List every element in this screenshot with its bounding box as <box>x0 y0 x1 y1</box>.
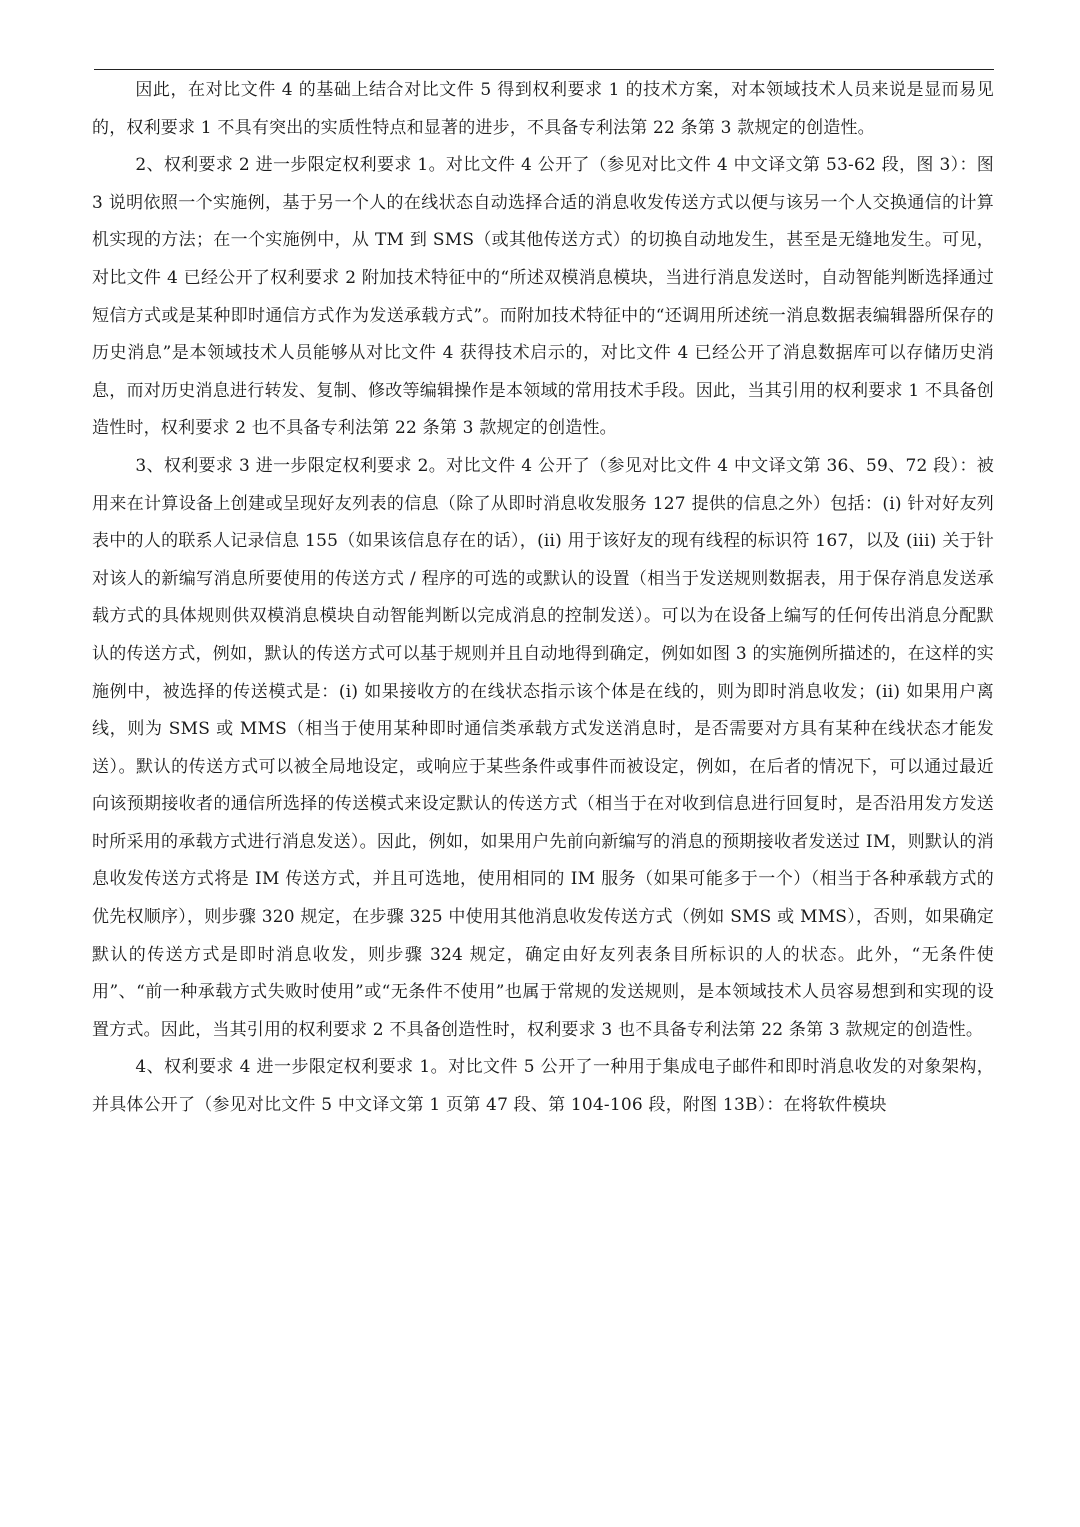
header-rule <box>94 69 994 70</box>
paragraph-conclusion-claim-1: 因此，在对比文件 4 的基础上结合对比文件 5 得到权利要求 1 的技术方案，对本领域技术人员来说是显而易见的，权利要求 1 不具有突出的实质性特点和显著的进步，不具备专利法第 22 条第 3 款规定的创造性。 <box>92 80 994 138</box>
paragraph-claim-2: 2、权利要求 2 进一步限定权利要求 1。对比文件 4 公开了（参见对比文件 4 中文译文第 53-62 段，图 3）：图 3 说明依照一个实施例，基于另一个人的在线状态自动选择合适的消息收发传送方式以便与该另一个人交换通信的计算机实现的方法；在一个实施例中，从 TM 到 SMS（或其他传送方式）的切换自动地发生，甚至是无缝地发生。可见，对比文件 4 已经公开了权利要求 2 附加技术特征中的“所述双模消息模块，当进行消息发送时，自动智能判断选择通过短信方式或是某种即时通信方式作为发送承载方式”。而附加技术特征中的“还调用所述统一消息数据表编辑器所保存的历史消息”是本领域技术人员能够从对比文件 4 获得技术启示的，对比文件 4 已经公开了消息数据库可以存储历史消息，而对历史消息进行转发、复制、修改等编辑操作是本领域的常用技术手段。因此，当其引用的权利要求 1 不具备创造性时，权利要求 2 也不具备专利法第 22 条第 3 款规定的创造性。 <box>92 155 994 439</box>
paragraph-claim-3: 3、权利要求 3 进一步限定权利要求 2。对比文件 4 公开了（参见对比文件 4 中文译文第 36、59、72 段）：被用来在计算设备上创建或呈现好友列表的信息（除了从即时消息收发服务 127 提供的信息之外）包括：(i) 针对好友列表中的人的联系人记录信息 155（如果该信息存在的话），(ii) 用于该好友的现有线程的标识符 167，以及 (iii) 关于针对该人的新编写消息所要使用的传送方式 / 程序的可选的或默认的设置（相当于发送规则数据表，用于保存消息发送承载方式的具体规则供双模消息模块自动智能判断以完成消息的控制发送）。可以为在设备上编写的任何传出消息分配默认的传送方式，例如，默认的传送方式可以基于规则并且自动地得到确定，例如如图 3 的实施例所描述的，在这样的实施例中，被选择的传送模式是：(i) 如果接收方的在线状态指示该个体是在线的，则为即时消息收发；(ii) 如果用户离线，则为 SMS 或 MMS（相当于使用某种即时通信类承载方式发送消息时，是否需要对方具有某种在线状态才能发送）。默认的传送方式可以被全局地设定，或响应于某些条件或事件而被设定，例如，在后者的情况下，可以通过最近向该预期接收者的通信所选择的传送模式来设定默认的传送方式（相当于在对收到信息进行回复时，是否沿用发方发送时所采用的承载方式进行消息发送）。因此，例如，如果用户先前向新编写的消息的预期接收者发送过 IM，则默认的消息收发传送方式将是 IM 传送方式，并且可选地，使用相同的 IM 服务（如果可能多于一个）（相当于各种承载方式的优先权顺序），则步骤 320 规定，在步骤 325 中使用其他消息收发传送方式（例如 SMS 或 MMS），否则，如果确定默认的传送方式是即时消息收发，则步骤 324 规定，确定由好友列表条目所标识的人的状态。此外，“无条件使用”、“前一种承载方式失败时使用”或“无条件不使用”也属于常规的发送规则，是本领域技术人员容易想到和实现的设置方式。因此，当其引用的权利要求 2 不具备创造性时，权利要求 3 也不具备专利法第 22 条第 3 款规定的创造性。 <box>92 455 994 1040</box>
paragraph-claim-4: 4、权利要求 4 进一步限定权利要求 1。对比文件 5 公开了一种用于集成电子邮件和即时消息收发的对象架构，并具体公开了（参见对比文件 5 中文译文第 1 页第 47 段、第 104-106 段，附图 13B）：在将软件模块 <box>92 1057 994 1116</box>
document-body <box>92 72 994 1125</box>
